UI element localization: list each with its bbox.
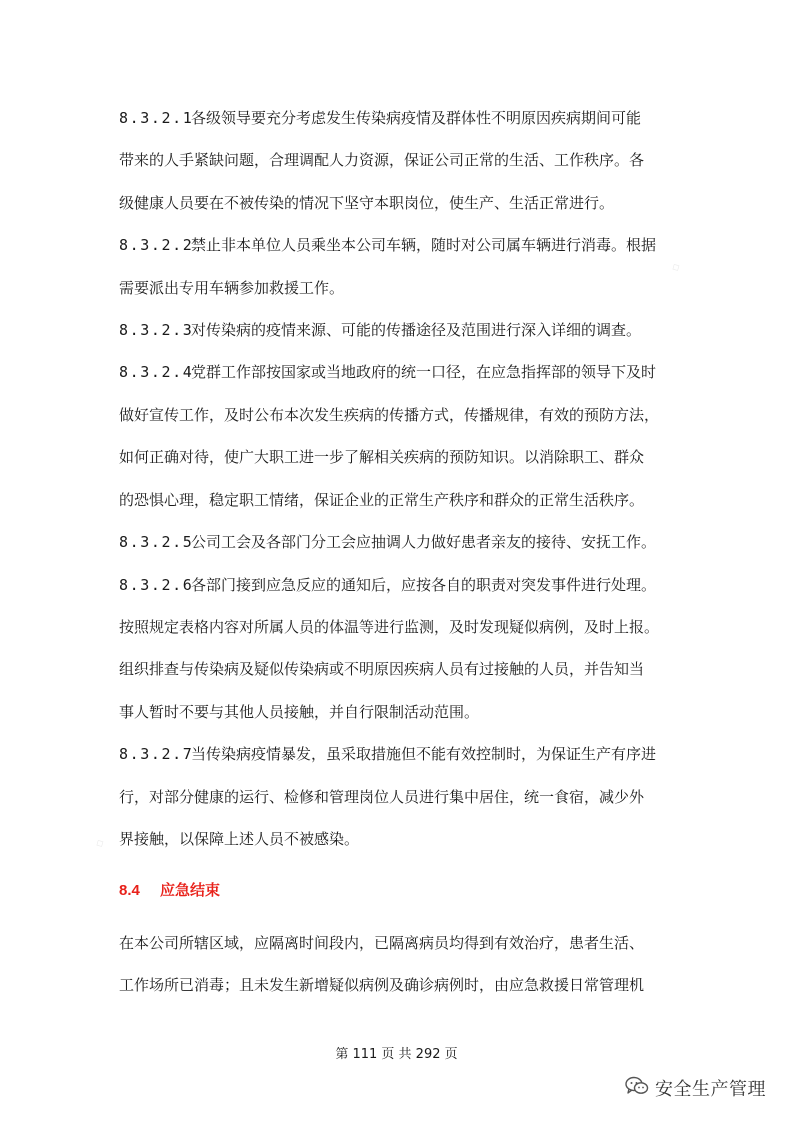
paragraph-line: 8.3.2.5公司工会及各部门分工会应抽调人力做好患者亲友的接待、安抚工作。 (119, 533, 657, 551)
clause-number: 8.3.2.3 (119, 321, 194, 339)
clause-number: 8.3.2.7 (119, 745, 194, 763)
paragraph-line: 在本公司所辖区域，应隔离时间段内，已隔离病员均得到有效治疗，患者生活、 (119, 934, 645, 952)
section-heading (119, 880, 220, 901)
clause-number: 8.3.2.1 (119, 109, 194, 127)
page-footer: 第 111 页 共 292 页 (335, 1047, 458, 1062)
section-title: 应急结束 (160, 881, 221, 899)
brand-badge (625, 1076, 766, 1100)
paragraph-line: 8.3.2.3对传染病的疫情来源、可能的传播途径及范围进行深入详细的调查。 (119, 321, 642, 339)
paragraph-line: 的恐惧心理，稳定职工情绪，保证企业的正常生产秩序和群众的正常生活秩序。 (119, 491, 645, 509)
paragraph-line: 如何正确对待，使广大职工进一步了解相关疾病的预防知识。以消除职工、群众 (119, 448, 645, 466)
paragraph-line: 8.3.2.7当传染病疫情暴发，虽采取措施但不能有效控制时，为保证生产有序进 (119, 745, 657, 763)
paragraph-line: 按照规定表格内容对所属人员的体温等进行监测，及时发现疑似病例，及时上报。 (119, 618, 660, 636)
paragraph-line: 需要派出专用车辆参加救援工作。 (119, 279, 345, 297)
brand-name: 安全生产管理 (655, 1079, 766, 1100)
clause-number: 8.3.2.6 (119, 576, 194, 594)
paragraph-line: 级健康人员要在不被传染的情况下坚守本职岗位，使生产、生活正常进行。 (119, 194, 615, 212)
clause-number: 8.3.2.5 (119, 533, 194, 551)
paragraph-line: 组织排查与传染病及疑似传染病或不明原因疾病人员有过接触的人员，并告知当 (119, 660, 645, 678)
paragraph-line: 工作场所已消毒；且未发生新增疑似病例及确诊病例时，由应急救援日常管理机 (119, 976, 645, 994)
clause-number: 8.3.2.2 (119, 236, 194, 254)
paragraph-line: 事人暂时不要与其他人员接触，并自行限制活动范围。 (119, 703, 480, 721)
clause-number: 8.3.2.4 (119, 363, 194, 381)
paragraph-line: 做好宣传工作，及时公布本次发生疾病的传播方式，传播规律，有效的预防方法， (119, 406, 660, 424)
section-number: 8.4 (119, 882, 140, 899)
wechat-icon (625, 1075, 649, 1101)
watermark-mark: ◇ (669, 261, 683, 274)
paragraph-line: 界接触，以保障上述人员不被感染。 (119, 830, 360, 848)
paragraph-line: 行，对部分健康的运行、检修和管理岗位人员进行集中居住，统一食宿，减少外 (119, 788, 645, 806)
watermark-mark: ◇ (93, 837, 107, 850)
paragraph-line: 8.3.2.2禁止非本单位人员乘坐本公司车辆，随时对公司属车辆进行消毒。根据 (119, 236, 657, 254)
paragraph-line: 8.3.2.4党群工作部按国家或当地政府的统一口径，在应急指挥部的领导下及时 (119, 363, 657, 381)
paragraph-line: 带来的人手紧缺问题，合理调配人力资源，保证公司正常的生活、工作秩序。各 (119, 151, 645, 169)
paragraph-line: 8.3.2.6各部门接到应急反应的通知后，应按各自的职责对突发事件进行处理。 (119, 576, 657, 594)
paragraph-line: 8.3.2.1各级领导要充分考虑发生传染病疫情及群体性不明原因疾病期间可能 (119, 109, 642, 127)
